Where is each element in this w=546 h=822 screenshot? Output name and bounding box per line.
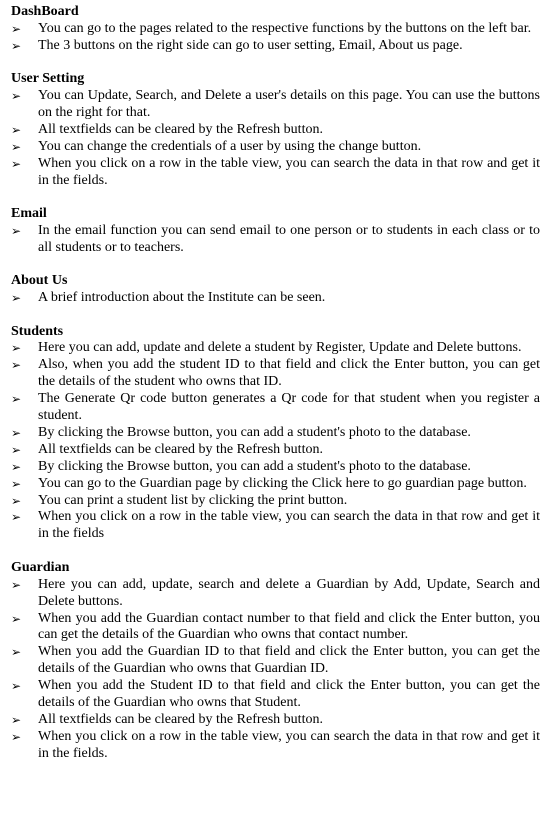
list-item	[11, 712, 540, 729]
list-item-text: The 3 buttons on the right side can go to user setting, Email, About us page.	[38, 37, 463, 53]
arrow-bullet-icon: ➢	[11, 510, 22, 525]
list-item-text: You can go to the pages related to the respective functions by the buttons on the left bar.	[38, 20, 532, 36]
arrow-bullet-icon: ➢	[11, 392, 22, 407]
list-item-text: You can print a student list by clicking the print button.	[38, 492, 348, 508]
list-item-text: All textfields can be cleared by the Refresh button.	[38, 121, 323, 137]
bullet-list	[11, 577, 540, 763]
arrow-bullet-icon: ➢	[11, 679, 22, 694]
bullet-list	[11, 223, 540, 257]
list-item	[11, 290, 540, 307]
list-item	[11, 493, 540, 510]
list-item	[11, 21, 540, 38]
list-item-text: In the email function you can send email to one person or to students in each class or to all students or to teachers.	[38, 222, 540, 255]
section-heading: Students	[11, 323, 64, 339]
arrow-bullet-icon: ➢	[11, 341, 22, 356]
list-item-text: You can Update, Search, and Delete a user's details on this page. You can use the buttons on the right for that.	[38, 88, 540, 120]
list-item	[11, 577, 540, 611]
list-item	[11, 156, 540, 190]
list-item-text: The Generate Qr code button generates a Qr code for that student when you register a student.	[38, 391, 540, 424]
section-heading: Guardian	[11, 559, 70, 575]
arrow-bullet-icon: ➢	[11, 493, 22, 508]
arrow-bullet-icon: ➢	[11, 459, 22, 474]
list-item-text: All textfields can be cleared by the Refresh button.	[38, 711, 323, 727]
arrow-bullet-icon: ➢	[11, 38, 22, 53]
arrow-bullet-icon: ➢	[11, 156, 22, 171]
bullet-list	[11, 290, 540, 307]
list-item-text: A brief introduction about the Institute can be seen.	[38, 290, 326, 306]
list-item	[11, 442, 540, 459]
arrow-bullet-icon: ➢	[11, 89, 22, 104]
list-item	[11, 644, 540, 678]
list-item-text: By clicking the Browse button, you can add a student's photo to the database.	[38, 458, 471, 474]
list-item	[11, 425, 540, 442]
section-guardian	[11, 560, 540, 763]
list-item-text: When you add the Guardian ID to that field and click the Enter button, you can get the details of the Guardian who owns that Guardian ID.	[38, 644, 540, 677]
list-item-text: When you click on a row in the table view, you can search the data in that row and get it in the fields.	[38, 728, 540, 761]
list-item-text: When you click on a row in the table view, you can search the data in that row and get it in the fields.	[38, 155, 540, 188]
arrow-bullet-icon: ➢	[11, 139, 22, 154]
section-heading: About Us	[11, 273, 68, 289]
list-item	[11, 223, 540, 257]
list-item-text: Also, when you add the student ID to that field and click the Enter button, you can get the details of the student who owns that ID.	[38, 357, 540, 390]
list-item-text: Here you can add, update and delete a student by Register, Update and Delete buttons.	[38, 340, 522, 356]
list-item-text: When you add the Student ID to that field and click the Enter button, you can get the details of the Guardian who owns that Student.	[38, 678, 540, 711]
list-item	[11, 459, 540, 476]
list-item-text: When you add the Guardian contact number to that field and click the Enter button, you can get the details of the Guardian who owns that contact number.	[38, 610, 540, 643]
list-item	[11, 357, 540, 391]
bullet-list	[11, 88, 540, 189]
section-about-us	[11, 273, 540, 307]
list-item	[11, 729, 540, 763]
list-item	[11, 391, 540, 425]
arrow-bullet-icon: ➢	[11, 122, 22, 137]
list-item	[11, 88, 540, 122]
arrow-bullet-icon: ➢	[11, 577, 22, 592]
arrow-bullet-icon: ➢	[11, 425, 22, 440]
list-item-text: You can change the credentials of a user by using the change button.	[38, 138, 422, 154]
section-heading: DashBoard	[11, 4, 79, 19]
section-heading: Email	[11, 206, 47, 222]
list-item-text: When you click on a row in the table view, you can search the data in that row and get it in the fields	[38, 509, 540, 542]
section-user-setting	[11, 71, 540, 189]
bullet-list	[11, 340, 540, 543]
arrow-bullet-icon: ➢	[11, 712, 22, 727]
list-item	[11, 611, 540, 645]
arrow-bullet-icon: ➢	[11, 645, 22, 660]
section-students	[11, 324, 540, 544]
arrow-bullet-icon: ➢	[11, 291, 22, 306]
list-item	[11, 340, 540, 357]
list-item-text: All textfields can be cleared by the Refresh button.	[38, 441, 323, 457]
list-item-text: By clicking the Browse button, you can add a student's photo to the database.	[38, 424, 471, 440]
list-item	[11, 476, 540, 493]
list-item	[11, 139, 540, 156]
arrow-bullet-icon: ➢	[11, 442, 22, 457]
section-email	[11, 206, 540, 257]
list-item-text: You can go to the Guardian page by clicking the Click here to go guardian page button.	[38, 475, 527, 491]
arrow-bullet-icon: ➢	[11, 223, 22, 238]
section-dashboard	[11, 4, 540, 55]
list-item	[11, 122, 540, 139]
arrow-bullet-icon: ➢	[11, 476, 22, 491]
list-item-text: Here you can add, update, search and delete a Guardian by Add, Update, Search and Delete buttons.	[38, 576, 540, 609]
arrow-bullet-icon: ➢	[11, 729, 22, 744]
arrow-bullet-icon: ➢	[11, 21, 22, 36]
arrow-bullet-icon: ➢	[11, 358, 22, 373]
list-item	[11, 678, 540, 712]
list-item	[11, 38, 540, 55]
bullet-list	[11, 21, 540, 55]
arrow-bullet-icon: ➢	[11, 611, 22, 626]
section-heading: User Setting	[11, 71, 85, 87]
list-item	[11, 509, 540, 543]
